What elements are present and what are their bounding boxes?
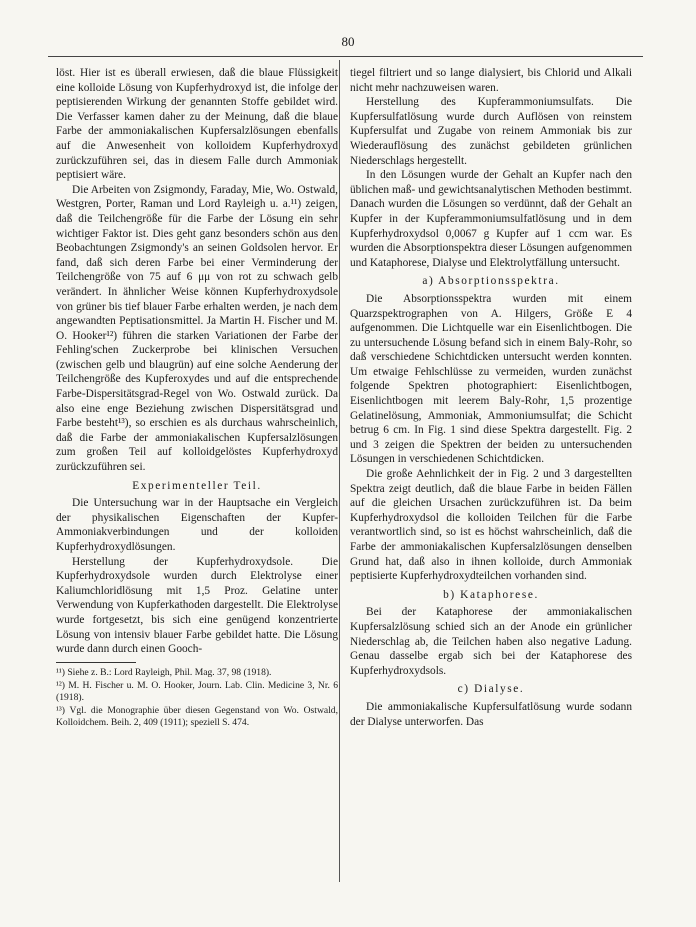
paragraph: Die Absorptionsspektra wurden mit einem Quarzspektrographen von A. Hilgers, Größe E 4 aufgenommen. Die Lichtquelle war ein Eisenlichtbogen. Die zu untersuchende Lösung befand sich in einem Baly-Rohr, so daß verschiedene Schichtdicken untersucht werden konnten. Um etwaige Fehlschlüsse zu vermeiden, wurden zunächst folgende Spektren photographiert: Eisenlichtbogen, Eisenlichtbogen mit leerem Baly-Rohr, 1,5 prozentige Gelatinelösung, Ammoniak, Ammoniumsulfat; die Schicht betrug 6 cm. In Fig. 1 sind diese Spektra dargestellt. Fig. 2 und 3 zeigen die Spektren der beiden zu untersuchenden Lösungen in verschiedenen Schichtdicken. [350,292,632,466]
paragraph: löst. Hier ist es überall erwiesen, daß die blaue Flüssigkeit eine kolloide Lösung von Kupferhydroxyd ist, die infolge der peptisierenden Wirkung der genannten Stoffe gebildet wird. Die Verfasser kamen daher zu der Meinung, daß die blaue Farbe der ammoniakalischen Kupfersalzlösungen ebenfalls auf die Anwesenheit von kolloidem Kupferhydroxyd zurückzuführen sei, das in diesem Falle durch Ammoniak peptisiert wäre. [56,67,338,182]
header-rule [48,56,643,57]
paragraph: Herstellung des Kupferammoniumsulfats. Die Kupfersulfatlösung wurde durch Auflösen von reinstem Kupfersulfat und Zugabe von reinem Ammoniak bis zur Wiederauflösung des zunächst gebildeten grünlichen Niederschlags hergestellt. [350,96,632,167]
subsection-heading: c) Dialyse. [457,683,525,696]
footnote-rule [56,662,136,663]
paragraph: Herstellung der Kupferhydroxydsole. Die Kupferhydroxydsole wurden durch Elektrolyse einer Kaliumchloridlösung mit 1,5 Proz. Gelatine unter Verwendung von Kupferkathoden dargestellt. Die Elektrolyse wurde fortgesetzt, bis sich eine genügend konzentrierte Lösung von intensiv blauer Farbe gebildet hatte. Die Lösung wurde dann durch einen Gooch- [56,555,338,656]
paragraph: Die Untersuchung war in der Hauptsache ein Vergleich der physikalischen Eigenschaften der Kupfer-Ammoniakverbindungen und der kolloiden Kupferhydroxydlösungen. [56,497,338,553]
column-separator [339,60,340,882]
footnote: ¹²) M. H. Fischer u. M. O. Hooker, Journ. Lab. Clin. Medicine 3, Nr. 6 (1918). [56,679,338,703]
paragraph: tiegel filtriert und so lange dialysiert, bis Chlorid und Alkali nicht mehr nachzuweisen waren. [350,67,632,94]
paragraph: Die ammoniakalische Kupfersulfatlösung wurde sodann der Dialyse unterworfen. Das [350,700,632,728]
subsection-heading: b) Kataphorese. [443,588,539,601]
paragraph: In den Lösungen wurde der Gehalt an Kupfer nach den üblichen maß- und gewichtsanalytischen Methoden bestimmt. Danach wurden die Lösungen so verdünnt, daß der Gehalt an Kupfer in der Kupferammoniumsulfatlösung und in dem Kupferhydroxydsol 0,0067 g Kupfer auf 1 ccm war. Es wurden die Absorptionspektra dieser Lösungen aufgenommen und Kataphorese, Dialyse und Elektrolytfällung untersucht. [350,169,632,269]
subsection-heading: a) Absorptionsspektra. [422,275,560,288]
paragraph: Die Arbeiten von Zsigmondy, Faraday, Mie, Wo. Ostwald, Westgren, Porter, Raman und Lord Rayleigh u. a.¹¹) zeigen, daß die Teilchengröße für die Farbe der Lösung ein sehr wichtiger Faktor ist. Dies geht ganz besonders schön aus den Beobachtungen Zsigmondy's an seinen Goldsolen hervor. Er fand, daß sich deren Farbe bei einer Verminderung der Teilchengröße von 75 auf 6 μμ von rot zu schwach gelb verändert. In ähnlicher Weise können Kupferhydroxydsole von grüner bis tief blauer Farbe erhalten werden, je nach dem angewandten Peptisationsmittel. Ja Martin H. Fischer und M. O. Hooker¹²) führen die starken Variationen der Farbe der Fehling'schen Zuckerprobe bei klinischen Versuchen (zwischen gelb und blaugrün) auf eine solche Aenderung der Teilchengröße des Kupferoxydes und auf die entsprechende Farbe-Dispersitätsgrad-Regel von Wo. Ostwald zurück. Da also eine enge Beziehung zwischen Dispersitätsgrad und Farbe besteht¹³), so erschien es als durchaus wahrscheinlich, daß die Farbe der ammoniakalischen Kupfersalzlösungen zum großen Teil auf kolloidgelöstes Kupferhydroxyd zurückzuführen sei. [56,183,338,474]
page-number: 80 [341,34,355,49]
right-column [350,66,632,729]
left-column [56,66,338,729]
footnote: ¹¹) Siehe z. B.: Lord Rayleigh, Phil. Mag. 37, 98 (1918). [56,666,272,678]
paragraph: Die große Aehnlichkeit der in Fig. 2 und 3 dargestellten Spektra zeigt deutlich, daß die blaue Farbe in beiden Fällen auf die gleichen Ursachen zurückzuführen ist. Da beim Kupferhydroxydsol die kolloiden Teilchen für die Farbe verantwortlich sind, so ist es höchst wahrscheinlich, daß die Farbe der ammoniakalischen Kupfersalzlösungen denselben Grund hat, daß also in ihnen kolloide, durch Ammoniak peptisierte Kupferhydroxydteilchen vorhanden sind. [350,468,632,583]
paragraph: Bei der Kataphorese der ammoniakalischen Kupfersalzlösung schied sich an der Anode ein grünlicher Niederschlag ab, die Teilchen haben also negative Ladung. Genau dasselbe ergab sich bei der Kataphorese des Kupferhydroxydsols. [350,606,632,677]
section-heading: Experimenteller Teil. [132,479,262,492]
footnote: ¹³) Vgl. die Monographie über diesen Gegenstand von Wo. Ostwald, Kolloidchem. Beih. 2, 409 (1911); speziell S. 474. [56,704,338,728]
